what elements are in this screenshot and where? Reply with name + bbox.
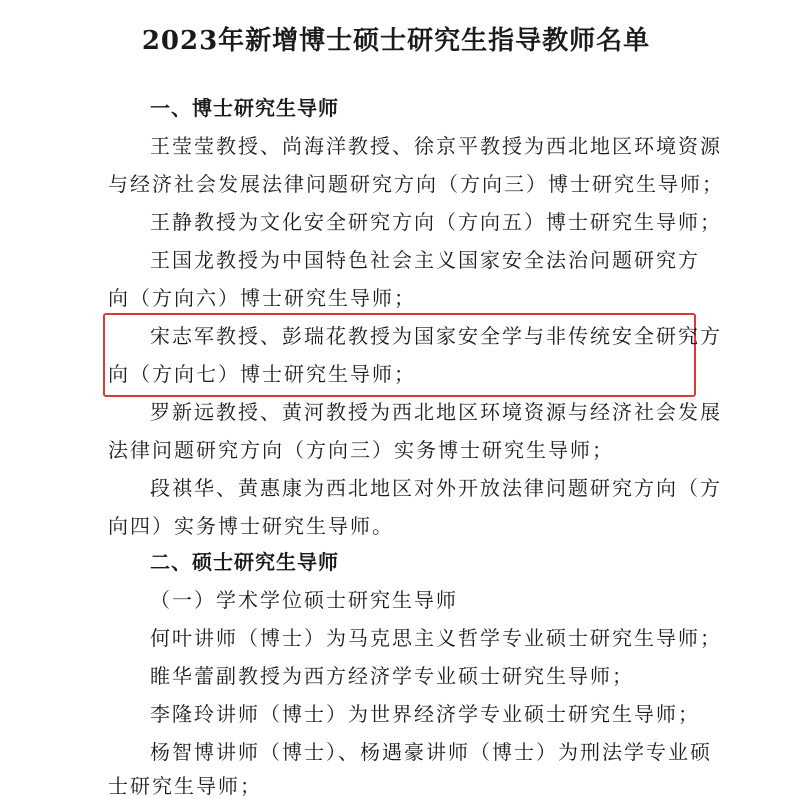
- section-heading-doctoral: 一、博士研究生导师: [150, 96, 339, 120]
- paragraph-line: 向四）实务博士研究生导师。: [108, 514, 394, 538]
- paragraph-line: 睢华蕾副教授为西方经济学专业硕士研究生导师；: [150, 664, 634, 688]
- paragraph-line: 李隆玲讲师（博士）为世界经济学专业硕士研究生导师；: [150, 702, 700, 726]
- paragraph-line: 王静教授为文化安全研究方向（方向五）博士研究生导师；: [150, 210, 722, 234]
- paragraph-line: 法律问题研究方向（方向三）实务博士研究生导师；: [108, 438, 614, 462]
- section-heading-masters: 二、硕士研究生导师: [150, 550, 339, 574]
- highlighted-line: 向（方向七）博士研究生导师；: [108, 362, 416, 386]
- paragraph-line: 何叶讲师（博士）为马克思主义哲学专业硕士研究生导师；: [150, 626, 722, 650]
- highlighted-line: 宋志军教授、彭瑞花教授为国家安全学与非传统安全研究方: [150, 324, 722, 348]
- paragraph-line: 与经济社会发展法律问题研究方向（方向三）博士研究生导师；: [108, 172, 724, 196]
- subsection-heading: （一）学术学位硕士研究生导师: [150, 588, 458, 612]
- paragraph-line: 段祺华、黄惠康为西北地区对外开放法律问题研究方向（方: [150, 476, 722, 500]
- paragraph-line: 士研究生导师；: [108, 774, 262, 798]
- paragraph-line: 王国龙教授为中国特色社会主义国家安全法治问题研究方: [150, 248, 700, 272]
- paragraph-line: 向（方向六）博士研究生导师；: [108, 286, 416, 310]
- paragraph-line: 杨智博讲师（博士）、杨遇豪讲师（博士）为刑法学专业硕: [150, 740, 712, 764]
- document-title: 2023年新增博士硕士研究生指导教师名单: [141, 26, 651, 56]
- paragraph-line: 罗新远教授、黄河教授为西北地区环境资源与经济社会发展: [150, 400, 722, 424]
- paragraph-line: 王莹莹教授、尚海洋教授、徐京平教授为西北地区环境资源: [150, 134, 722, 158]
